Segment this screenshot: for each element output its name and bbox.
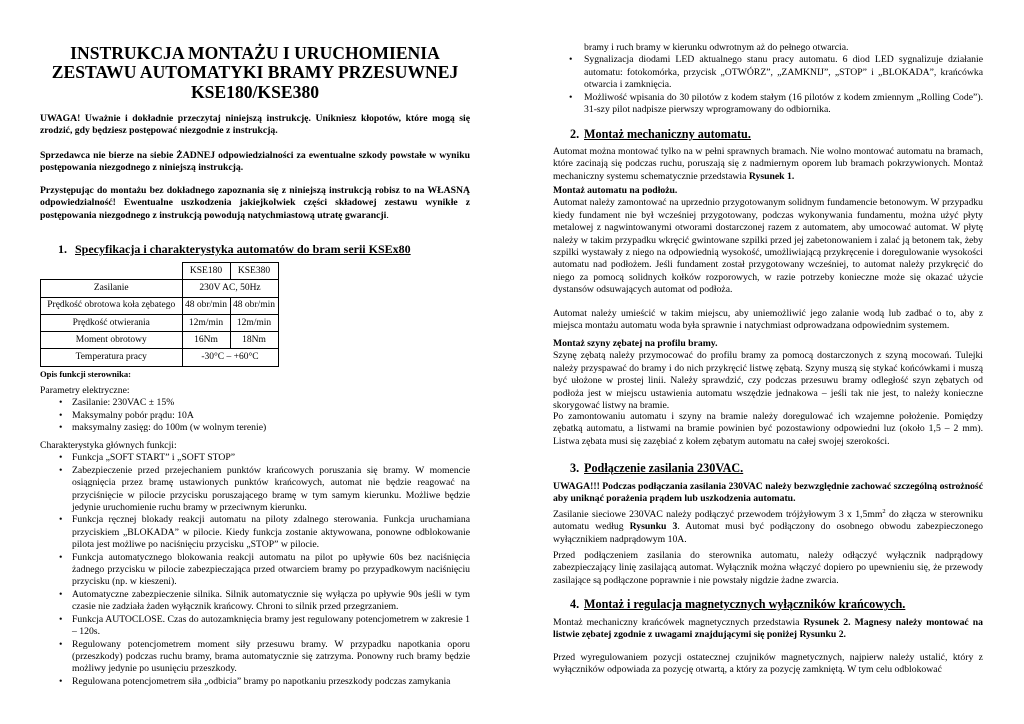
foundation-title: Montaż automatu na podłożu.: [553, 185, 678, 196]
continued-text: bramy i ruch bramy w kierunku odwrotnym aż do pełnego otwarcia.: [584, 42, 849, 53]
warning-paragraph-3: Przystępując do montażu bez dokładnego zapoznania się z niniejszą instrukcją robisz to na WŁASNĄ odpowiedzialność! Ewentualne uszkodzenia jakiejkolwiek części składowej zestawu wynikłe z postępowania niezgodnego z instrukcją powodują natychmiastową utratę gwarancji.: [40, 185, 470, 221]
spec-table: [40, 262, 279, 367]
list-item: • Zasilanie: 230VAC ± 15%: [40, 397, 470, 409]
table-row: Moment obrotowy 16Nm 18Nm: [41, 332, 279, 349]
section-2-heading: 2. Montaż mechaniczny automatu.: [570, 127, 751, 141]
section-4-paragraph-2: Przed wyregulowaniem pozycji ostatecznej czujników magnetycznych, najpierw należy ustalić, który z wyłączników odpowiada za pozycję otwartą, a który za pozycję zamkniętą. W tym celu odblokować: [553, 652, 983, 676]
foundation-mounting: [553, 185, 983, 297]
warning-paragraph-1: UWAGA! Uważnie i dokładnie przeczytaj niniejszą instrukcję. Unikniesz kłopotów, które mogą się zrodzić, gdy będziesz postępować niezgodnie z instrukcją.: [40, 113, 470, 137]
list-item: • Możliwość wpisania do 30 pilotów z kodem stałym (16 pilotów z kodem zmiennym „Rolling Code”). 31-szy pilot nadpisze pierwszy wprogramowany do odbiornika.: [553, 92, 983, 117]
table-row: Temperatura pracy -30°C – +60°C: [41, 349, 279, 366]
section-3-warning: UWAGA!!! Podczas podłączania zasilania 230VAC należy bezwzględnie zachować szczególną ostrożność aby uniknąć porażenia prądem lub uszkodzenia automatu.: [553, 481, 983, 505]
rack-text: Szynę zębatą należy przymocować do profilu bramy za pomocą dostarczonych z szyną mocowań. Tulejki należy przyspawać do bramy i do nich przykręcić listwę zębatą. Szyny muszą się stykać końcówkami i muszą być ułożone w prostej linii. Należy sprawdzić, czy podczas przesuwu bramy odległość szyn zębatych od podłoża jest w miejscu ustawienia automatu wszędzie jednakowa – jeśli tak nie jest, to należy konieczne skorygować listwy na bramie.: [553, 350, 983, 412]
list-item: • Sygnalizacja diodami LED aktualnego stanu pracy automatu. 6 diod LED sygnalizuje działanie automatu: fotokomórka, przycisk „OTWÓRZ”, „ZAMKNIJ”, „STOP” i „BLOKADA”, krańcówka otwarcia i zamknięcia.: [553, 54, 983, 91]
list-item: • Funkcja „SOFT START” i „SOFT STOP”: [40, 452, 470, 464]
list-item: • Funkcja ręcznej blokady reakcji automatu na piloty zdalnego sterowania. Funkcja uruchamiana przyciskiem „BLOKADA” w pilocie. Kiedy funkcja zostanie aktywowana, ponowne odblokowanie pilota jest możliwe po naciśnięciu przycisku „STOP” w pilocie.: [40, 514, 470, 551]
functions-continued: [553, 42, 983, 116]
main-functions: [40, 440, 470, 688]
warning-paragraph-2: Sprzedawca nie bierze na siebie ŻADNEJ odpowiedzialności za ewentualne szkody powstałe w wyniku postępowania niezgodnego z niniejszą instrukcją.: [40, 150, 470, 174]
section-3-heading: 3. Podłączenie zasilania 230VAC.: [570, 461, 744, 475]
section-3-paragraph-2: Przed podłączeniem zasilania do sterownika automatu, należy odłączyć wyłącznik nadprądowy zabezpieczający linię zasilającą automat. Wyłącznik można włączyć dopiero po upewnieniu się, że przewody zasilające są podłączone poprawnie i nie powstały nigdzie żadne zwarcia.: [553, 550, 983, 586]
list-item: • maksymalny zasięg: do 100m (w wolnym terenie): [40, 422, 470, 434]
functions-label: Charakterystyka głównych funkcji:: [40, 440, 177, 451]
list-item: • Regulowana potencjometrem siła „odbicia” bramy po napotkaniu przeszkody podczas zamykania: [40, 676, 470, 688]
list-item: • Maksymalny pobór prądu: 10A: [40, 410, 470, 422]
table-row: Prędkość obrotowa koła zębatego 48 obr/min 48 obr/min: [41, 297, 279, 314]
table-row: Prędkość otwierania 12m/min 12m/min: [41, 314, 279, 331]
list-item: • Zabezpieczenie przed przejechaniem punktów krańcowych poruszania się bramy. W momencie osiągnięcia przez bramę ustawionych punktów krańcowych, automat nie będzie reagować na przyciśnięcie w pilocie przycisku poruszającego bramę w tym samym kierunku. Możliwe będzie jedynie uruchomienie ruchu bramy w przeciwnym kierunku.: [40, 465, 470, 515]
section-4-paragraph-1: Montaż mechaniczny krańcówek magnetycznych przedstawia Rysunek 2. Magnesy należy montować na listwie zębatej zgodnie z uwagami znajdującymi się poniżej Rysunku 2.: [553, 617, 984, 641]
controller-functions-label: Opis funkcji sterownika:: [40, 369, 132, 379]
section-3-paragraph-1: Zasilanie sieciowe 230VAC należy podłączyć przewodem trójżyłowym 3 x $1,5mm^2$ do złącza w sterowniku automatu według Rysunku 3. Automat musi być podłączony do osobnego obwodu zabezpieczonego wyłącznikiem nadprądowym 10A.: [553, 507, 983, 545]
table-row: Zasilanie 230V AC, 50Hz: [41, 280, 279, 297]
title-line-3: KSE180/KSE380: [190, 81, 320, 102]
section-4-heading: 4. Montaż i regulacja magnetycznych wyłączników krańcowych.: [570, 597, 906, 611]
list-item: • Funkcja automatycznego blokowania reakcji automatu na pilot po upływie 60s bez naciśnięcia żadnego przycisku w pilocie zabezpieczająca przed otwarciem bramy po przypadkowym naciśnięciu przycisku (np. w kieszeni).: [40, 552, 470, 589]
table-header-row: KSE180 KSE380: [41, 263, 279, 280]
electrical-params: [40, 385, 470, 435]
rack-mounting: [553, 338, 983, 412]
section-2-placement: Automat należy umieścić w takim miejscu, aby uniemożliwić jego zalanie wodą lub zadbać o to, aby z miejsca montażu automatu woda była sprawnie i natychmiast odprowadzana odpowiednim systemem.: [553, 308, 983, 332]
document-title: [40, 44, 470, 102]
section-2-adjustment: Po zamontowaniu automatu i szyny na bramie należy doregulować ich wzajemne położenie. Pomiędzy zębatką automatu, a listwami na bramie powinien być pozostawiony odpowiedni luz (około 1,5 – 2 mm). Listwa zębata musi się zazębiać z kołem zębatym automatu na całej swojej szerokości.: [553, 411, 983, 447]
list-item: • Funkcja AUTOCLOSE. Czas do autozamknięcia bramy jest regulowany potencjometrem w zakresie 1 – 120s.: [40, 614, 470, 639]
title-line-1: INSTRUKCJA MONTAŻU I URUCHOMIENIA: [70, 43, 440, 63]
title-line-2: ZESTAWU AUTOMATYKI BRAMY PRZESUWNEJ: [51, 62, 459, 83]
list-item: • Automatyczne zabezpieczenie silnika. Silnik automatycznie się wyłącza po upływie 90s jeśli w tym czasie nie zadziała żaden wyłącznik krańcowy. Chroni to silnik przed przegrzaniem.: [40, 589, 470, 614]
foundation-text: Automat należy zamontować na uprzednio przygotowanym solidnym fundamencie betonowym. W przypadku kiedy fundament nie był wcześniej przygotowany, podczas wykonywania fundamentu, można użyć płyty metalowej z nagwintowanymi otworami dostarczonej razem z automatem, aby umocować automat. W płytę należy w takim przypadku wkręcić gwintowane szpilki przed jej zabetonowaniem i zalać ją betonem tak, żeby szpilki wystawały z niego na odpowiednią wysokość, umożliwiającą przykręcenie i doregulowanie wysokości automatu nad podłożem. Jeśli fundament został przygotowany wcześniej, to automat należy przykręcić do niego za pomocą solidnych kołków rozporowych, w razie potrzeby konieczne może się okazać użycie dystansów odsuwających automat od podłoża.: [553, 197, 983, 296]
params-label: Parametry elektryczne:: [40, 385, 130, 396]
rack-title: Montaż szyny zębatej na profilu bramy.: [553, 338, 718, 349]
section-1-heading: 1. Specyfikacja i charakterystyka automatów do bram serii KSEx80: [58, 242, 411, 256]
list-item: • Regulowany potencjometrem moment siły przesuwu bramy. W przypadku napotkania oporu (przeszkody) podczas ruchu bramy, brama automatycznie się zatrzyma. Ponowny ruch bramy będzie możliwy jedynie po usunięciu przeszkody.: [40, 639, 470, 676]
section-2-intro: Automat można montować tylko na w pełni sprawnych bramach. Nie wolno montować automatu na bramach, które zacinają się podczas ruchu, poruszają się z nadmiernym oporem lub bramach pokrzywionych. Montaż mechaniczny systemu schematycznie przedstawia Rysunek 1.: [553, 146, 983, 182]
